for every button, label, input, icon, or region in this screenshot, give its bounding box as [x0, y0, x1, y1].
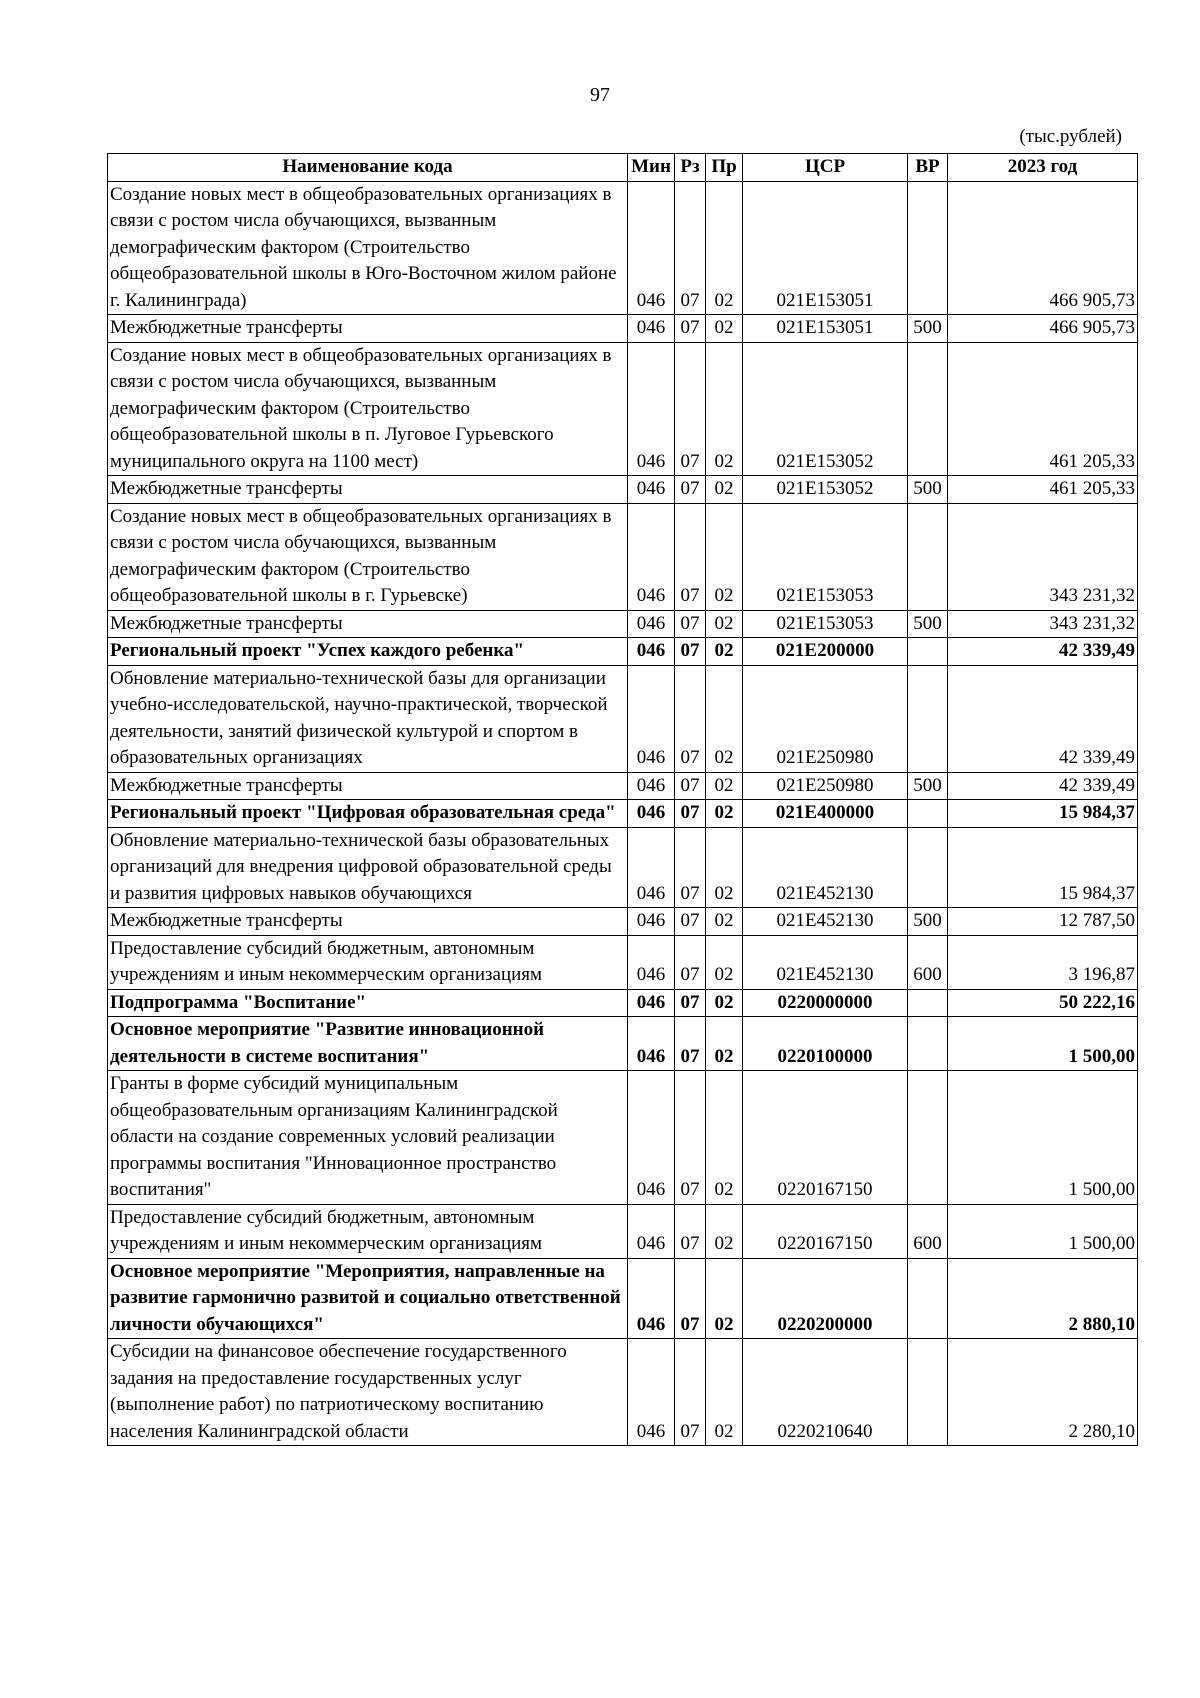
row-rz-cell: 07: [675, 342, 706, 476]
row-pr-cell: 02: [706, 1339, 743, 1446]
row-rz-cell: 07: [675, 638, 706, 666]
row-rz-cell: 07: [675, 315, 706, 343]
row-rz-cell: 07: [675, 665, 706, 772]
row-vr-cell: [908, 1339, 948, 1446]
row-name-cell: Предоставление субсидий бюджетным, автономным учреждениям и иным некоммерческим организациям: [108, 935, 628, 989]
table-row: [108, 800, 1138, 828]
row-pr-cell: 02: [706, 610, 743, 638]
row-min-cell: 046: [628, 315, 675, 343]
row-vr-cell: [908, 827, 948, 908]
row-rz-cell: 07: [675, 935, 706, 989]
row-csr-cell: 0220210640: [743, 1339, 908, 1446]
row-pr-cell: 02: [706, 989, 743, 1017]
header-vr: ВР: [908, 154, 948, 182]
row-name-cell: Межбюджетные трансферты: [108, 772, 628, 800]
table-row: [108, 908, 1138, 936]
row-pr-cell: 02: [706, 638, 743, 666]
row-csr-cell: 021E200000: [743, 638, 908, 666]
row-min-cell: 046: [628, 181, 675, 315]
row-min-cell: 046: [628, 908, 675, 936]
row-min-cell: 046: [628, 638, 675, 666]
row-min-cell: 046: [628, 989, 675, 1017]
row-pr-cell: 02: [706, 342, 743, 476]
table-row: [108, 935, 1138, 989]
table-body: [108, 181, 1138, 1446]
row-csr-cell: 0220167150: [743, 1204, 908, 1258]
row-sum-cell: 42 339,49: [948, 772, 1138, 800]
row-rz-cell: 07: [675, 1071, 706, 1205]
row-csr-cell: 021E153053: [743, 610, 908, 638]
row-name-cell: Субсидии на финансовое обеспечение государственного задания на предоставление государственных услуг (выполнение работ) по патриотическому воспитанию населения Калининградской области: [108, 1339, 628, 1446]
table-row: [108, 503, 1138, 610]
row-sum-cell: 466 905,73: [948, 181, 1138, 315]
row-min-cell: 046: [628, 1258, 675, 1339]
row-pr-cell: 02: [706, 315, 743, 343]
row-sum-cell: 12 787,50: [948, 908, 1138, 936]
row-csr-cell: 021E153052: [743, 476, 908, 504]
row-rz-cell: 07: [675, 908, 706, 936]
row-min-cell: 046: [628, 1071, 675, 1205]
row-rz-cell: 07: [675, 772, 706, 800]
row-sum-cell: 42 339,49: [948, 638, 1138, 666]
row-csr-cell: 021E400000: [743, 800, 908, 828]
row-vr-cell: 600: [908, 935, 948, 989]
table-row: [108, 181, 1138, 315]
row-sum-cell: 50 222,16: [948, 989, 1138, 1017]
row-sum-cell: 3 196,87: [948, 935, 1138, 989]
row-pr-cell: 02: [706, 665, 743, 772]
row-min-cell: 046: [628, 827, 675, 908]
row-name-cell: Создание новых мест в общеобразовательных организациях в связи с ростом числа обучающихся, вызванным демографическим фактором (Строительство общеобразовательной школы в Юго-Восточном жилом районе г. Калининграда): [108, 181, 628, 315]
row-min-cell: 046: [628, 342, 675, 476]
row-pr-cell: 02: [706, 503, 743, 610]
table-row: [108, 989, 1138, 1017]
row-sum-cell: 15 984,37: [948, 800, 1138, 828]
row-sum-cell: 42 339,49: [948, 665, 1138, 772]
table-row: [108, 772, 1138, 800]
row-pr-cell: 02: [706, 476, 743, 504]
row-csr-cell: 0220100000: [743, 1017, 908, 1071]
table-row: [108, 1339, 1138, 1446]
row-pr-cell: 02: [706, 181, 743, 315]
table-row: [108, 827, 1138, 908]
row-sum-cell: 1 500,00: [948, 1204, 1138, 1258]
table-row: [108, 638, 1138, 666]
row-sum-cell: 1 500,00: [948, 1071, 1138, 1205]
row-rz-cell: 07: [675, 1017, 706, 1071]
table-row: [108, 1017, 1138, 1071]
row-vr-cell: [908, 989, 948, 1017]
row-pr-cell: 02: [706, 772, 743, 800]
page-number: 97: [590, 84, 610, 106]
row-csr-cell: 021E452130: [743, 935, 908, 989]
row-vr-cell: [908, 181, 948, 315]
row-vr-cell: 500: [908, 476, 948, 504]
row-name-cell: Межбюджетные трансферты: [108, 476, 628, 504]
table-row: [108, 1204, 1138, 1258]
header-csr: ЦСР: [743, 154, 908, 182]
row-min-cell: 046: [628, 1017, 675, 1071]
row-sum-cell: 15 984,37: [948, 827, 1138, 908]
row-rz-cell: 07: [675, 1204, 706, 1258]
header-rz: Рз: [675, 154, 706, 182]
row-csr-cell: 021E153053: [743, 503, 908, 610]
row-sum-cell: 1 500,00: [948, 1017, 1138, 1071]
row-csr-cell: 0220000000: [743, 989, 908, 1017]
row-sum-cell: 461 205,33: [948, 476, 1138, 504]
row-pr-cell: 02: [706, 935, 743, 989]
row-rz-cell: 07: [675, 476, 706, 504]
row-name-cell: Создание новых мест в общеобразовательных организациях в связи с ростом числа обучающихся, вызванным демографическим фактором (Строительство общеобразовательной школы в п. Луговое Гурьевского муниципального округа на 1100 мест): [108, 342, 628, 476]
row-vr-cell: 500: [908, 315, 948, 343]
row-pr-cell: 02: [706, 827, 743, 908]
row-vr-cell: [908, 638, 948, 666]
header-min: Мин: [628, 154, 675, 182]
units-label: (тыс.рублей): [1019, 126, 1122, 147]
row-min-cell: 046: [628, 665, 675, 772]
row-pr-cell: 02: [706, 1258, 743, 1339]
header-pr: Пр: [706, 154, 743, 182]
row-sum-cell: 2 880,10: [948, 1258, 1138, 1339]
row-pr-cell: 02: [706, 908, 743, 936]
row-min-cell: 046: [628, 772, 675, 800]
row-name-cell: Основное мероприятие "Развитие инновационной деятельности в системе воспитания": [108, 1017, 628, 1071]
row-rz-cell: 07: [675, 181, 706, 315]
row-min-cell: 046: [628, 935, 675, 989]
header-sum: 2023 год: [948, 154, 1138, 182]
row-sum-cell: 343 231,32: [948, 610, 1138, 638]
row-name-cell: Создание новых мест в общеобразовательных организациях в связи с ростом числа обучающихся, вызванным демографическим фактором (Строительство общеобразовательной школы в г. Гурьевске): [108, 503, 628, 610]
table-row: [108, 665, 1138, 772]
row-sum-cell: 2 280,10: [948, 1339, 1138, 1446]
row-name-cell: Обновление материально-технической базы для организации учебно-исследовательской, научно-практической, творческой деятельности, занятий физической культурой и спортом в образовательных организациях: [108, 665, 628, 772]
row-vr-cell: 500: [908, 772, 948, 800]
table-row: [108, 1071, 1138, 1205]
row-vr-cell: [908, 342, 948, 476]
row-pr-cell: 02: [706, 1204, 743, 1258]
table-row: [108, 610, 1138, 638]
row-name-cell: Обновление материально-технической базы образовательных организаций для внедрения цифровой образовательной среды и развития цифровых навыков обучающихся: [108, 827, 628, 908]
row-min-cell: 046: [628, 610, 675, 638]
row-vr-cell: [908, 1258, 948, 1339]
row-rz-cell: 07: [675, 503, 706, 610]
row-vr-cell: [908, 800, 948, 828]
row-vr-cell: [908, 1071, 948, 1205]
row-csr-cell: 0220167150: [743, 1071, 908, 1205]
row-rz-cell: 07: [675, 800, 706, 828]
row-csr-cell: 021E153051: [743, 181, 908, 315]
row-name-cell: Региональный проект "Успех каждого ребенка": [108, 638, 628, 666]
row-rz-cell: 07: [675, 989, 706, 1017]
row-sum-cell: 343 231,32: [948, 503, 1138, 610]
row-pr-cell: 02: [706, 800, 743, 828]
row-name-cell: Межбюджетные трансферты: [108, 610, 628, 638]
row-name-cell: Межбюджетные трансферты: [108, 908, 628, 936]
row-rz-cell: 07: [675, 827, 706, 908]
row-name-cell: Межбюджетные трансферты: [108, 315, 628, 343]
row-vr-cell: 500: [908, 908, 948, 936]
row-vr-cell: [908, 665, 948, 772]
table-header-row: [108, 154, 1138, 182]
row-csr-cell: 021E153052: [743, 342, 908, 476]
table-row: [108, 315, 1138, 343]
header-name: Наименование кода: [108, 154, 628, 182]
row-min-cell: 046: [628, 800, 675, 828]
row-sum-cell: 461 205,33: [948, 342, 1138, 476]
row-rz-cell: 07: [675, 1258, 706, 1339]
table-row: [108, 476, 1138, 504]
row-min-cell: 046: [628, 476, 675, 504]
table-row: [108, 342, 1138, 476]
row-csr-cell: 021E250980: [743, 665, 908, 772]
row-min-cell: 046: [628, 503, 675, 610]
row-sum-cell: 466 905,73: [948, 315, 1138, 343]
row-csr-cell: 0220200000: [743, 1258, 908, 1339]
row-vr-cell: 500: [908, 610, 948, 638]
row-name-cell: Гранты в форме субсидий муниципальным общеобразовательным организациям Калининградской области на создание современных условий реализации программы воспитания "Инновационное пространство воспитания": [108, 1071, 628, 1205]
row-min-cell: 046: [628, 1339, 675, 1446]
row-min-cell: 046: [628, 1204, 675, 1258]
budget-table: [107, 153, 1138, 1446]
row-pr-cell: 02: [706, 1071, 743, 1205]
row-csr-cell: 021E452130: [743, 827, 908, 908]
row-name-cell: Региональный проект "Цифровая образовательная среда": [108, 800, 628, 828]
row-vr-cell: 600: [908, 1204, 948, 1258]
row-vr-cell: [908, 1017, 948, 1071]
row-rz-cell: 07: [675, 1339, 706, 1446]
row-csr-cell: 021E153051: [743, 315, 908, 343]
row-name-cell: Основное мероприятие "Мероприятия, направленные на развитие гармонично развитой и социально ответственной личности обучающихся": [108, 1258, 628, 1339]
row-name-cell: Предоставление субсидий бюджетным, автономным учреждениям и иным некоммерческим организациям: [108, 1204, 628, 1258]
table-row: [108, 1258, 1138, 1339]
row-rz-cell: 07: [675, 610, 706, 638]
row-name-cell: Подпрограмма "Воспитание": [108, 989, 628, 1017]
row-csr-cell: 021E452130: [743, 908, 908, 936]
row-vr-cell: [908, 503, 948, 610]
row-csr-cell: 021E250980: [743, 772, 908, 800]
row-pr-cell: 02: [706, 1017, 743, 1071]
